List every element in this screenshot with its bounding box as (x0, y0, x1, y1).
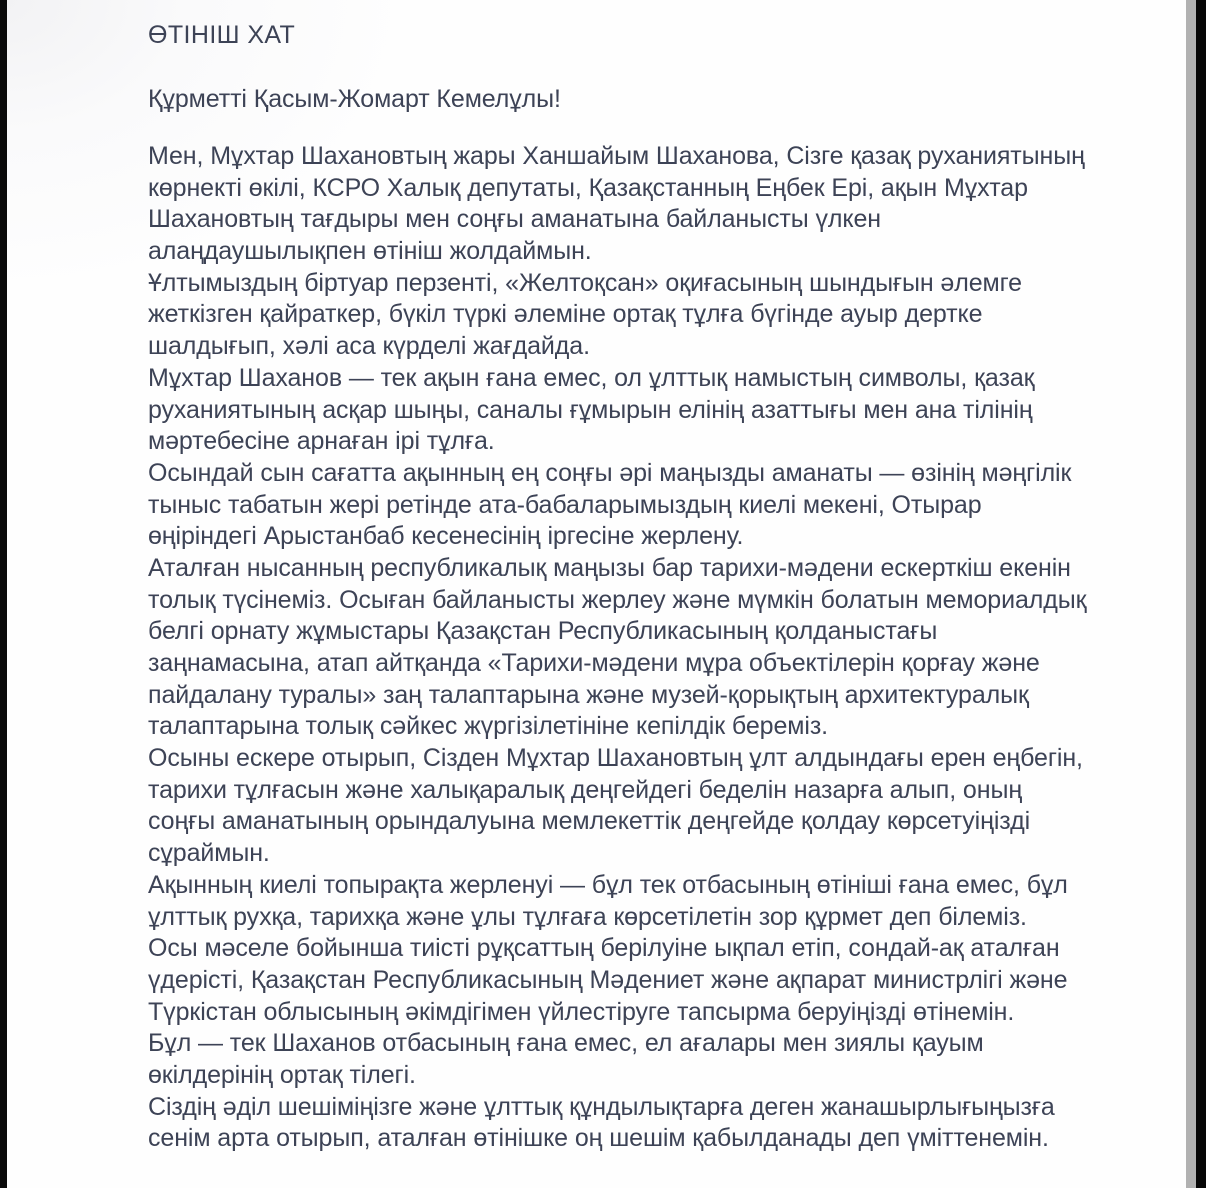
body-line: Осындай сын сағатта ақынның ең соңғы әрі маңызды аманаты — өзінің мәңгілік (148, 458, 1072, 487)
body-line: Бұл — тек Шаханов отбасының ғана емес, ел ағалары мен зиялы қауым (148, 1029, 984, 1058)
body-line: Осыны ескере отырып, Сізден Мұхтар Шахановтың ұлт алдындағы ерен еңбегін, (148, 744, 1083, 773)
body-line: тыныс табатын жері ретінде ата-бабаларымыздың киелі мекені, Отырар (148, 490, 982, 519)
letter-body (148, 141, 1178, 1155)
body-line: өкілдерінің ортақ тілегі. (148, 1060, 416, 1089)
body-line: Ұлтымыздың біртуар перзенті, «Желтоқсан» оқиғасының шындығын әлемге (148, 268, 1022, 297)
body-line: Түркістан облысының әкімдігімен үйлестіруге тапсырма беруіңізді өтінемін. (148, 997, 1015, 1026)
body-line: заңнамасына, атап айтқанда «Тарихи-мәдени мұра объектілерін қорғау және (148, 649, 1040, 677)
body-line: талаптарына толық сәйкес жүргізілетініне кепілдік береміз. (148, 712, 829, 741)
body-line: тарихи тұлғасын және халықаралық деңгейдегі беделін назарға алып, оның (148, 775, 1023, 804)
photo-edge-right-black (1196, 0, 1206, 1188)
photo-edge-left-black (0, 0, 7, 1188)
body-line: соңғы аманатының орындалуына мемлекеттік деңгейде қолдау көрсетуіңізді (148, 807, 1031, 836)
letter-title: ӨТІНІШ ХАТ (148, 21, 296, 49)
body-line: шалдығып, хәлі аса күрделі жағдайда. (148, 332, 590, 361)
body-line: Сіздің әділ шешіміңізге және ұлттық құндылықтарға деген жанашырлығыңызға (148, 1092, 1055, 1121)
body-line: пайдалану туралы» заң талаптарына және музей-қорықтың архитектуралық (148, 680, 1029, 709)
body-line: Шахановтың тағдыры мен соңғы аманатына байланысты үлкен (148, 205, 881, 234)
body-line: ұлттық рухқа, тарихқа және ұлы тұлғаға көрсетілетін зор құрмет деп білеміз. (148, 902, 1027, 931)
letter-salutation: Құрметті Қасым-Жомарт Кемелұлы! (148, 85, 561, 113)
body-line: көрнекті өкілі, КСРО Халық депутаты, Қазақстанның Еңбек Ері, ақын Мұхтар (148, 173, 1028, 202)
body-line: Мұхтар Шаханов — тек ақын ғана емес, ол ұлттық намыстың символы, қазақ (148, 363, 1035, 392)
body-line: жеткізген қайраткер, бүкіл түркі әлеміне ортақ тұлға бүгінде ауыр дертке (148, 300, 983, 329)
body-line: Ақынның киелі топырақта жерленуі — бұл тек отбасының өтініші ғана емес, бұл (148, 870, 1068, 899)
body-line: белгі орнату жұмыстары Қазақстан Республикасының қолданыстағы (148, 617, 938, 646)
body-line: сұраймын. (148, 839, 270, 868)
body-line: Аталған нысанның республикалық маңызы бар тарихи-мәдени ескерткіш екенін (148, 553, 1071, 582)
body-line: үдерісті, Қазақстан Республикасының Мәдениет және ақпарат министрлігі және (148, 965, 1068, 994)
body-line: Осы мәселе бойынша тиісті рұқсаттың берілуіне ықпал етіп, сондай-ақ аталған (148, 934, 1060, 963)
photo-edge-right-gray (1186, 0, 1196, 1188)
body-line: Мен, Мұхтар Шахановтың жары Ханшайым Шаханова, Сізге қазақ руханиятының (148, 142, 1085, 170)
body-line: алаңдаушылықпен өтініш жолдаймын. (148, 237, 592, 266)
body-line: сенім арта отырып, аталған өтінішке оң шешім қабылданады деп үміттенемін. (148, 1124, 1049, 1153)
body-line: өңіріндегі Арыстанбаб кесенесінің іргесіне жерлену. (148, 522, 744, 551)
body-line: толық түсінеміз. Осыған байланысты жерлеу және мүмкін болатын мемориалдық (148, 585, 1087, 614)
body-line: руханиятының асқар шыңы, саналы ғұмырын елінің азаттығы мен ана тілінің (148, 395, 1033, 424)
body-line: мәртебесіне арнаған ірі тұлға. (148, 427, 495, 456)
